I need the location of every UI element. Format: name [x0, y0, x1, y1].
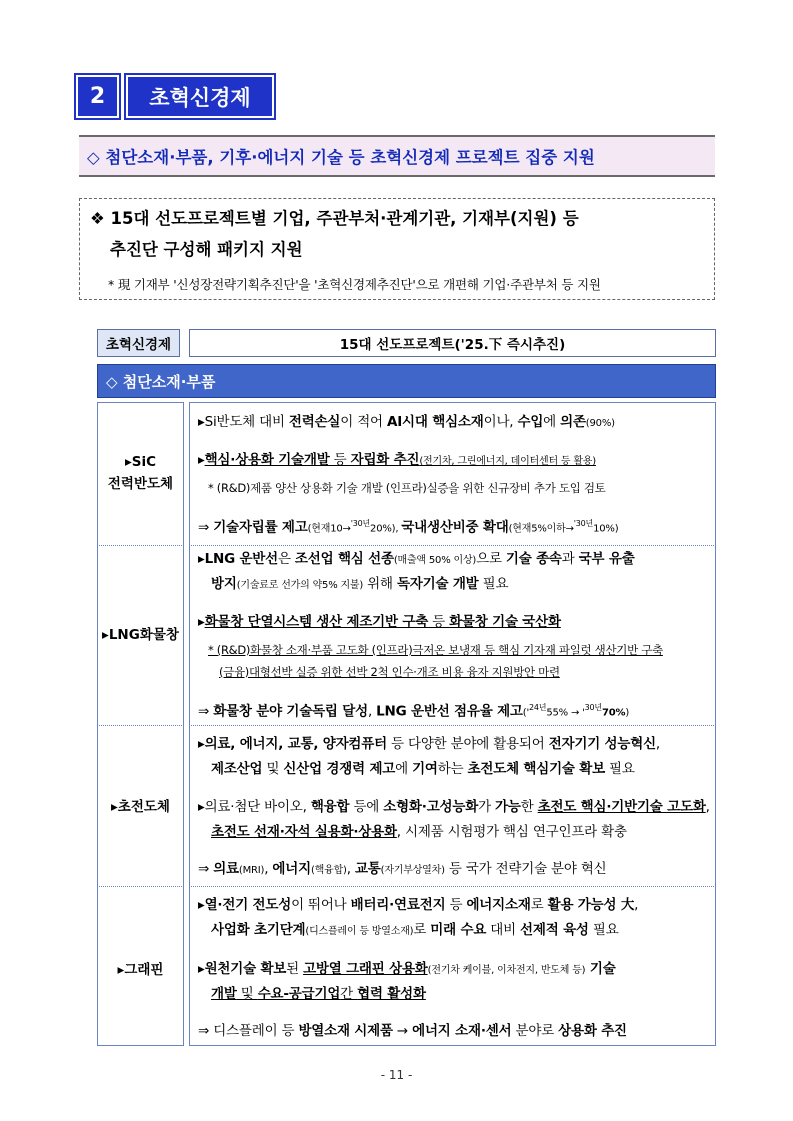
row-note	[219, 662, 560, 682]
text-segment: 기술자립률 제고	[213, 519, 308, 536]
table-row	[198, 611, 561, 633]
text-segment: (전기차 케이블, 이차전지, 반도체 등)	[427, 965, 586, 976]
text-segment: 에	[543, 414, 561, 430]
summary-line-1: ❖ 15대 선도프로젝트별 기업, 주관부처·관계기관, 기재부(지원) 등	[90, 209, 579, 228]
text-segment: 및	[262, 761, 284, 777]
text-segment: * (R&D)화물창 소재·부품 고도화 (인프라)극저온 보냉재 등 핵심 기자재 파일럿 생산기반 구축	[208, 643, 663, 657]
table-row	[198, 858, 607, 882]
text-segment: '30년	[573, 519, 594, 528]
text-segment: 대비	[486, 922, 521, 938]
text-segment: (매출액 50% 이상)	[393, 555, 477, 566]
row-divider	[189, 725, 716, 726]
text-segment: 간	[340, 986, 358, 1002]
text-segment: 10→	[330, 523, 351, 535]
text-segment: ▸Si반도체 대비	[198, 414, 289, 430]
text-segment: 초전도 핵심·기반기술 고도화	[537, 799, 706, 815]
row-label-line: ▸LNG화물창	[102, 627, 179, 643]
text-segment: 55% → '	[546, 707, 585, 719]
text-segment: 등	[329, 452, 351, 468]
text-segment: 5%이하→	[531, 523, 574, 535]
text-segment: ▸	[198, 897, 205, 913]
text-segment: 조선업 핵심 선종	[294, 551, 394, 567]
text-segment: 분야로	[511, 1023, 559, 1039]
text-segment: 상용화 추진	[558, 1023, 627, 1039]
text-segment: 에너지소재	[466, 897, 531, 913]
text-segment: 에	[395, 761, 413, 777]
text-segment: ,	[705, 799, 710, 815]
text-segment: 핵융합	[310, 799, 350, 815]
text-segment: 협력 활성화	[357, 986, 426, 1002]
text-segment: LNG 운반선	[204, 551, 278, 567]
text-segment: ▸의료·첨단 바이오,	[198, 799, 311, 815]
text-segment: 한	[520, 799, 538, 815]
text-segment: 및	[236, 986, 258, 1002]
text-segment: ▸	[198, 452, 205, 468]
row-divider	[97, 725, 184, 726]
text-segment: 기여	[412, 761, 438, 777]
text-segment: ,	[634, 897, 639, 913]
row-label-line: 전력반도체	[107, 476, 174, 492]
text-segment: ⇒ 디스플레이 등	[198, 1023, 299, 1039]
text-segment: 선제적 육성	[520, 922, 589, 938]
section-number: 2	[78, 77, 117, 116]
text-segment: 필요	[604, 761, 635, 777]
table-row	[211, 758, 635, 780]
row-divider	[97, 886, 184, 887]
text-segment: LNG 운반선 점유율 제고	[376, 703, 523, 720]
table-left-column	[97, 402, 184, 1046]
text-segment: AI시대 핵심소재	[386, 414, 484, 430]
text-segment: (핵융합)	[310, 865, 347, 876]
row-label-line: ▸그래핀	[117, 962, 164, 978]
text-segment: 화물창 기술 국산화	[449, 614, 561, 630]
row-label-superconductor	[97, 796, 184, 818]
table-row	[198, 411, 615, 435]
table-row	[211, 919, 619, 943]
text-segment: ▸	[198, 614, 205, 630]
text-segment: 70%	[601, 707, 626, 719]
text-segment: (디스플레이 등 방열소재)	[305, 926, 414, 937]
text-segment: 전력손실	[288, 414, 341, 430]
text-segment: →	[392, 1023, 413, 1039]
text-segment: 등에	[349, 799, 384, 815]
table-row	[198, 894, 638, 916]
text-segment: 고방열 그래핀 상용화	[303, 961, 428, 977]
text-segment: 열·전기 전도성	[204, 897, 292, 913]
text-segment: 교통	[354, 861, 381, 877]
text-segment: 으로	[476, 551, 506, 567]
headline-band	[79, 135, 715, 177]
text-segment: ,	[655, 736, 661, 752]
row-label-sic	[97, 451, 184, 495]
text-segment: 신산업 경쟁력 제고	[283, 761, 396, 777]
text-segment: (기술료로 선가의 약5% 지불)	[236, 580, 364, 591]
text-segment: 활용 가능성 大	[547, 897, 635, 913]
text-segment: 등 국가 전략기술 분야 혁신	[444, 861, 607, 877]
table-row	[198, 697, 629, 725]
row-note: * (R&D)제품 양산 상용화 기술 개발 (인프라)실증을 위한 신규장비 추가 도입 검토	[208, 481, 606, 495]
text-segment: 에너지 소재·센서	[412, 1023, 512, 1039]
text-segment: 의료	[213, 861, 239, 877]
text-segment: 국내생산비중 확대	[401, 519, 509, 536]
text-segment: 에너지	[272, 861, 311, 877]
text-segment: 방열소재 시제품	[298, 1023, 393, 1039]
text-segment: 가	[478, 799, 496, 815]
page-number: - 11 -	[380, 1068, 413, 1082]
text-segment: (전기차, 그린에너지, 데이터센터 등 활용)	[419, 456, 596, 467]
row-divider	[189, 545, 716, 546]
table-row	[211, 983, 426, 1005]
text-segment: 제조산업	[211, 761, 263, 777]
table-row	[198, 796, 710, 818]
text-segment: 초전도 선재·자석 실용화·상용화	[211, 824, 397, 840]
text-segment: 위해	[363, 576, 397, 592]
row-divider	[97, 545, 184, 546]
text-segment: 개발	[211, 986, 237, 1002]
text-segment: 전자기기 성능혁신	[548, 736, 656, 752]
text-segment: (현재	[307, 523, 331, 535]
text-segment: ,	[346, 861, 355, 877]
text-segment: 방지	[211, 576, 237, 592]
text-segment: 로	[530, 897, 548, 913]
text-segment: 국부 유출	[578, 551, 635, 567]
text-segment: ,	[264, 861, 273, 877]
text-segment: (90%)	[585, 418, 615, 429]
text-segment: 독자기술 개발	[396, 576, 479, 592]
row-note	[208, 640, 663, 660]
text-segment: 20%),	[370, 523, 402, 535]
text-segment: '30년	[350, 519, 371, 528]
text-segment: 된	[286, 961, 304, 977]
category-bar	[97, 364, 716, 398]
text-segment: 수요-공급기업	[257, 986, 341, 1002]
text-segment: 소형화·고성능화	[383, 799, 479, 815]
text-segment: 30년	[584, 703, 602, 712]
table-row	[198, 1020, 627, 1042]
summary-note: * 現 기재부 '신성장전략기획추진단'을 '초혁신경제추진단'으로 개편해 기업·주관부처 등 지원	[108, 277, 601, 292]
headline-text: ◇ 첨단소재·부품, 기후·에너지 기술 등 초혁신경제 프로젝트 집중 지원	[87, 148, 595, 167]
table-row	[198, 449, 596, 473]
table-header-left: 초혁신경제	[97, 329, 180, 357]
text-segment: 가능	[495, 799, 521, 815]
row-label-line: ▸초전도체	[111, 799, 170, 815]
text-segment: 화물창 분야 기술독립 달성	[213, 703, 368, 720]
text-segment: ⇒	[198, 861, 214, 877]
row-divider	[189, 886, 716, 887]
summary-line-2: 추진단 구성해 패키지 지원	[110, 240, 303, 259]
text-segment: 등	[445, 897, 467, 913]
text-segment: 이나,	[483, 414, 518, 430]
text-segment: 등 다양한 분야에 활용되어	[386, 736, 549, 752]
text-segment: 배터리·연료전지	[350, 897, 446, 913]
text-segment: ⇒	[198, 519, 214, 536]
text-segment: (자기부상열차)	[380, 865, 445, 876]
table-row	[198, 733, 660, 755]
table-row	[211, 573, 508, 597]
table-row	[211, 821, 627, 843]
text-segment: (현재	[508, 523, 532, 535]
text-segment: )	[625, 707, 630, 719]
text-segment: 사업화 초기단계	[211, 922, 306, 938]
text-segment: 미래 수요	[430, 922, 487, 938]
text-segment: ▸	[198, 961, 205, 977]
row-label-graphene	[97, 959, 184, 981]
text-segment: 자립화 추진	[350, 452, 420, 468]
table-row	[198, 958, 616, 982]
row-label-line: ▸SiC	[124, 454, 157, 470]
text-segment: 화물창 단열시스템 생산 제조기반 구축	[204, 614, 429, 630]
table-row	[198, 548, 635, 572]
text-segment: (MRI)	[238, 865, 265, 876]
category-label: ◇ 첨단소재·부품	[106, 372, 216, 391]
text-segment: 10%)	[593, 523, 619, 535]
text-segment: ▸	[198, 551, 205, 567]
table-header-right: 15대 선도프로젝트('25.下 즉시추진)	[189, 329, 716, 357]
text-segment: 로	[413, 922, 431, 938]
text-segment: 하는	[437, 761, 468, 777]
text-segment: 이 뛰어나	[291, 897, 351, 913]
text-segment: 필요	[478, 576, 509, 592]
text-segment: 필요	[588, 922, 619, 938]
text-segment: 은	[277, 551, 295, 567]
text-segment: 핵심·상용화 기술개발	[204, 452, 330, 468]
text-segment: 이 적어	[340, 414, 387, 430]
text-segment: , 시제품 시험평가 핵심 연구인프라 확충	[396, 824, 627, 840]
text-segment: 수입	[517, 414, 544, 430]
text-segment: 의존	[560, 414, 586, 430]
text-segment: ▸	[198, 736, 205, 752]
text-segment: 기술 종속	[505, 551, 562, 567]
text-segment: ,	[367, 703, 377, 720]
section-title: 초혁신경제	[128, 77, 272, 116]
text-segment: 등	[428, 614, 450, 630]
text-segment: (금융)대형선박 실증 위한 선박 2척 인수·개조 비용 융자 지원방안 마련	[219, 665, 560, 679]
row-label-lng	[97, 624, 184, 646]
text-segment: ⇒	[198, 703, 214, 720]
text-segment: 원천기술 확보	[204, 961, 287, 977]
text-segment: 의료, 에너지, 교통, 양자컴퓨터	[204, 736, 387, 752]
text-segment: 기술	[585, 961, 616, 977]
text-segment: 과	[561, 551, 579, 567]
table-row	[198, 513, 618, 541]
text-segment: ('	[522, 707, 530, 719]
text-segment: 초전도체 핵심기술 확보	[467, 761, 605, 777]
text-segment: 24년	[529, 703, 547, 712]
